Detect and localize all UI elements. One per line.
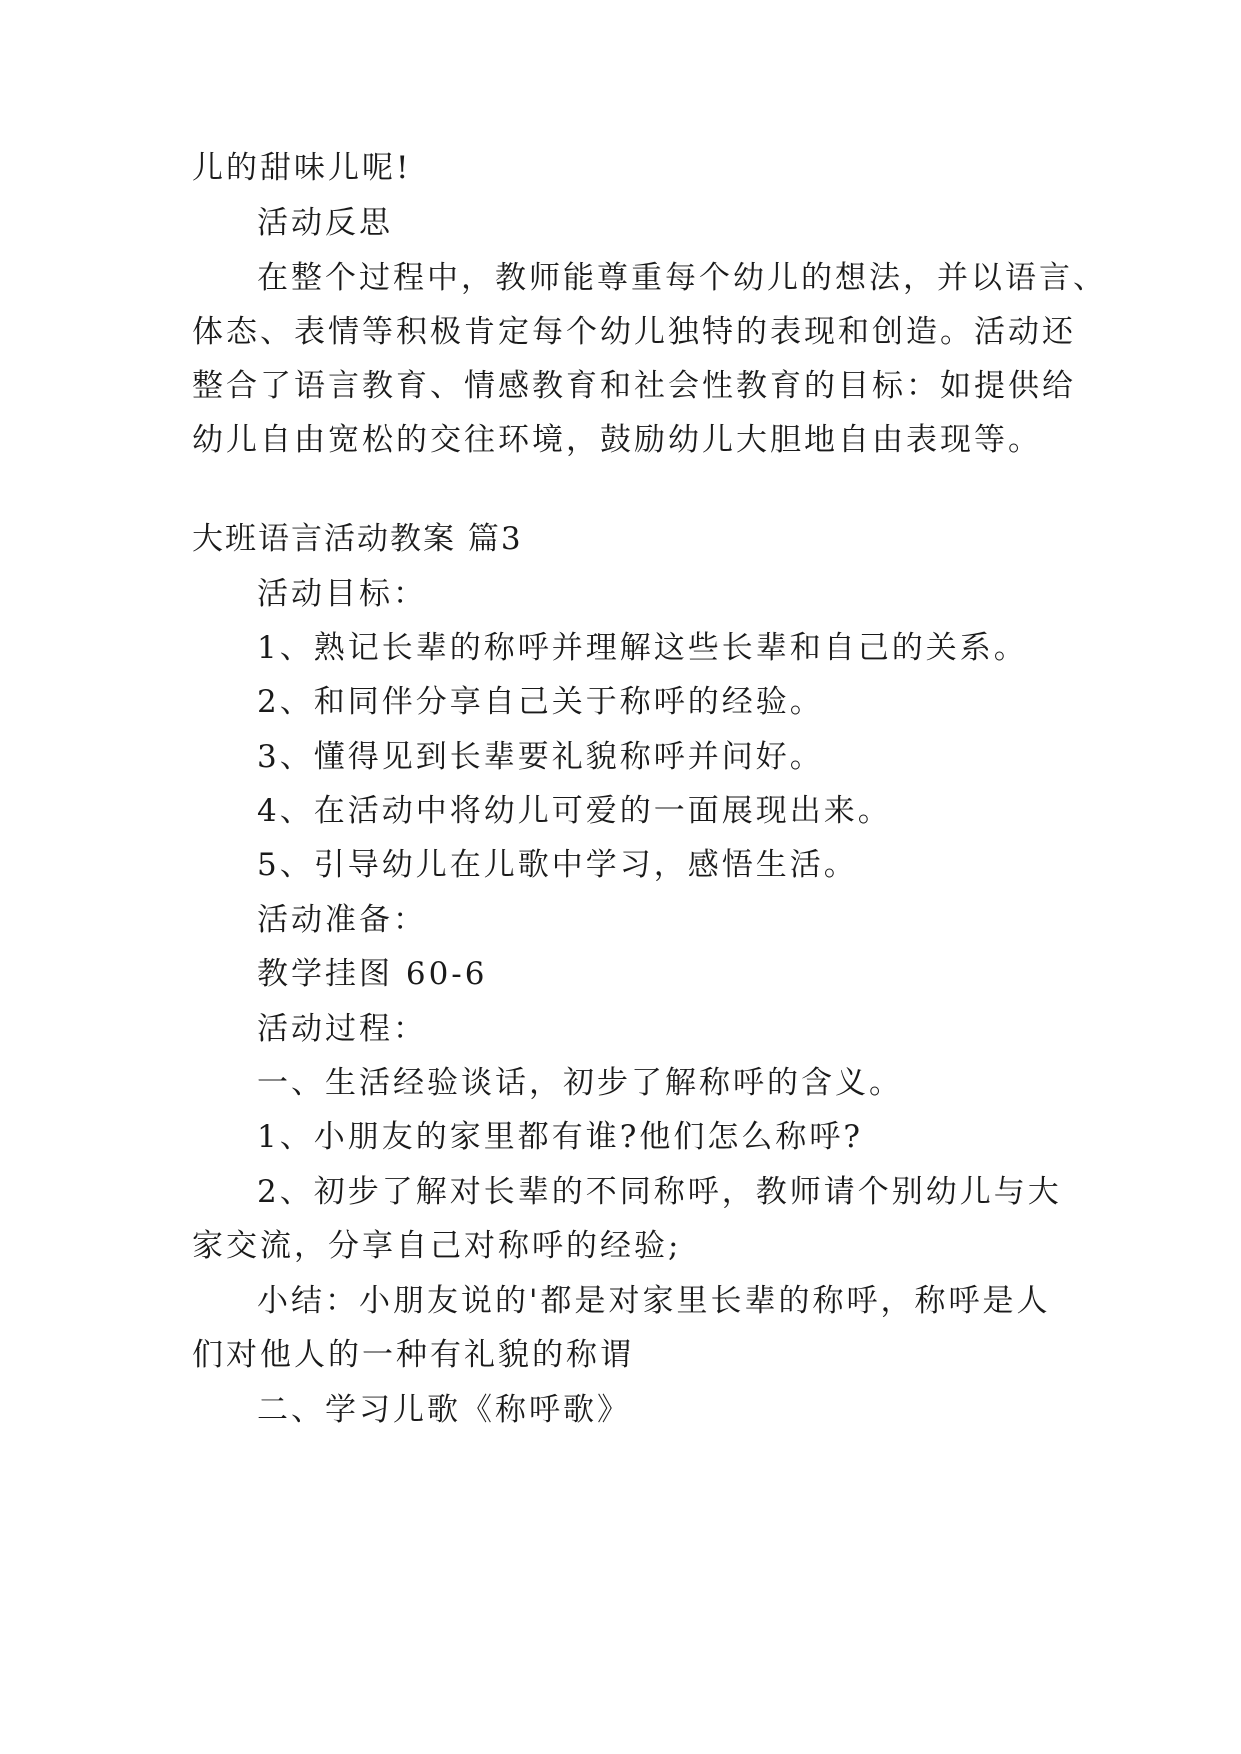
paragraph-line: 整合了语言教育、情感教育和社会性教育的目标：如提供给 (192, 368, 1076, 404)
list-item: 1、小朋友的家里都有谁?他们怎么称呼? (257, 1119, 863, 1155)
list-item: 4、在活动中将幼儿可爱的一面展现出来。 (257, 793, 892, 829)
list-item: 2、初步了解对长辈的不同称呼，教师请个别幼儿与大 (257, 1174, 1062, 1210)
paragraph-line: 小结：小朋友说的'都是对家里长辈的称呼，称呼是人 (257, 1283, 1051, 1319)
text-line: 一、生活经验谈话，初步了解称呼的含义。 (257, 1065, 903, 1101)
paragraph-line: 家交流，分享自己对称呼的经验; (192, 1228, 682, 1264)
list-item: 2、和同伴分享自己关于称呼的经验。 (257, 684, 824, 720)
section-heading: 二、学习儿歌《称呼歌》 (257, 1392, 631, 1428)
list-item: 3、懂得见到长辈要礼貌称呼并问好。 (257, 739, 824, 775)
section-heading: 活动准备： (257, 902, 427, 938)
section-heading: 活动目标： (257, 576, 427, 612)
paragraph-line: 们对他人的一种有礼貌的称谓 (192, 1337, 634, 1373)
list-item: 5、引导幼儿在儿歌中学习，感悟生活。 (257, 847, 858, 883)
text-line: 教学挂图 60-6 (257, 956, 488, 992)
paragraph-line: 在整个过程中，教师能尊重每个幼儿的想法，并以语言、 (257, 260, 1107, 296)
paragraph-line: 幼儿自由宽松的交往环境，鼓励幼儿大胆地自由表现等。 (192, 422, 1042, 458)
section-heading: 活动过程： (257, 1011, 427, 1047)
text-line: 儿的甜味儿呢! (192, 150, 412, 186)
paragraph-line: 体态、表情等积极肯定每个幼儿独特的表现和创造。活动还 (192, 314, 1076, 350)
section-heading: 活动反思 (257, 205, 393, 241)
document-heading: 大班语言活动教案 篇3 (192, 521, 523, 557)
list-item: 1、熟记长辈的称呼并理解这些长辈和自己的关系。 (257, 630, 1028, 666)
